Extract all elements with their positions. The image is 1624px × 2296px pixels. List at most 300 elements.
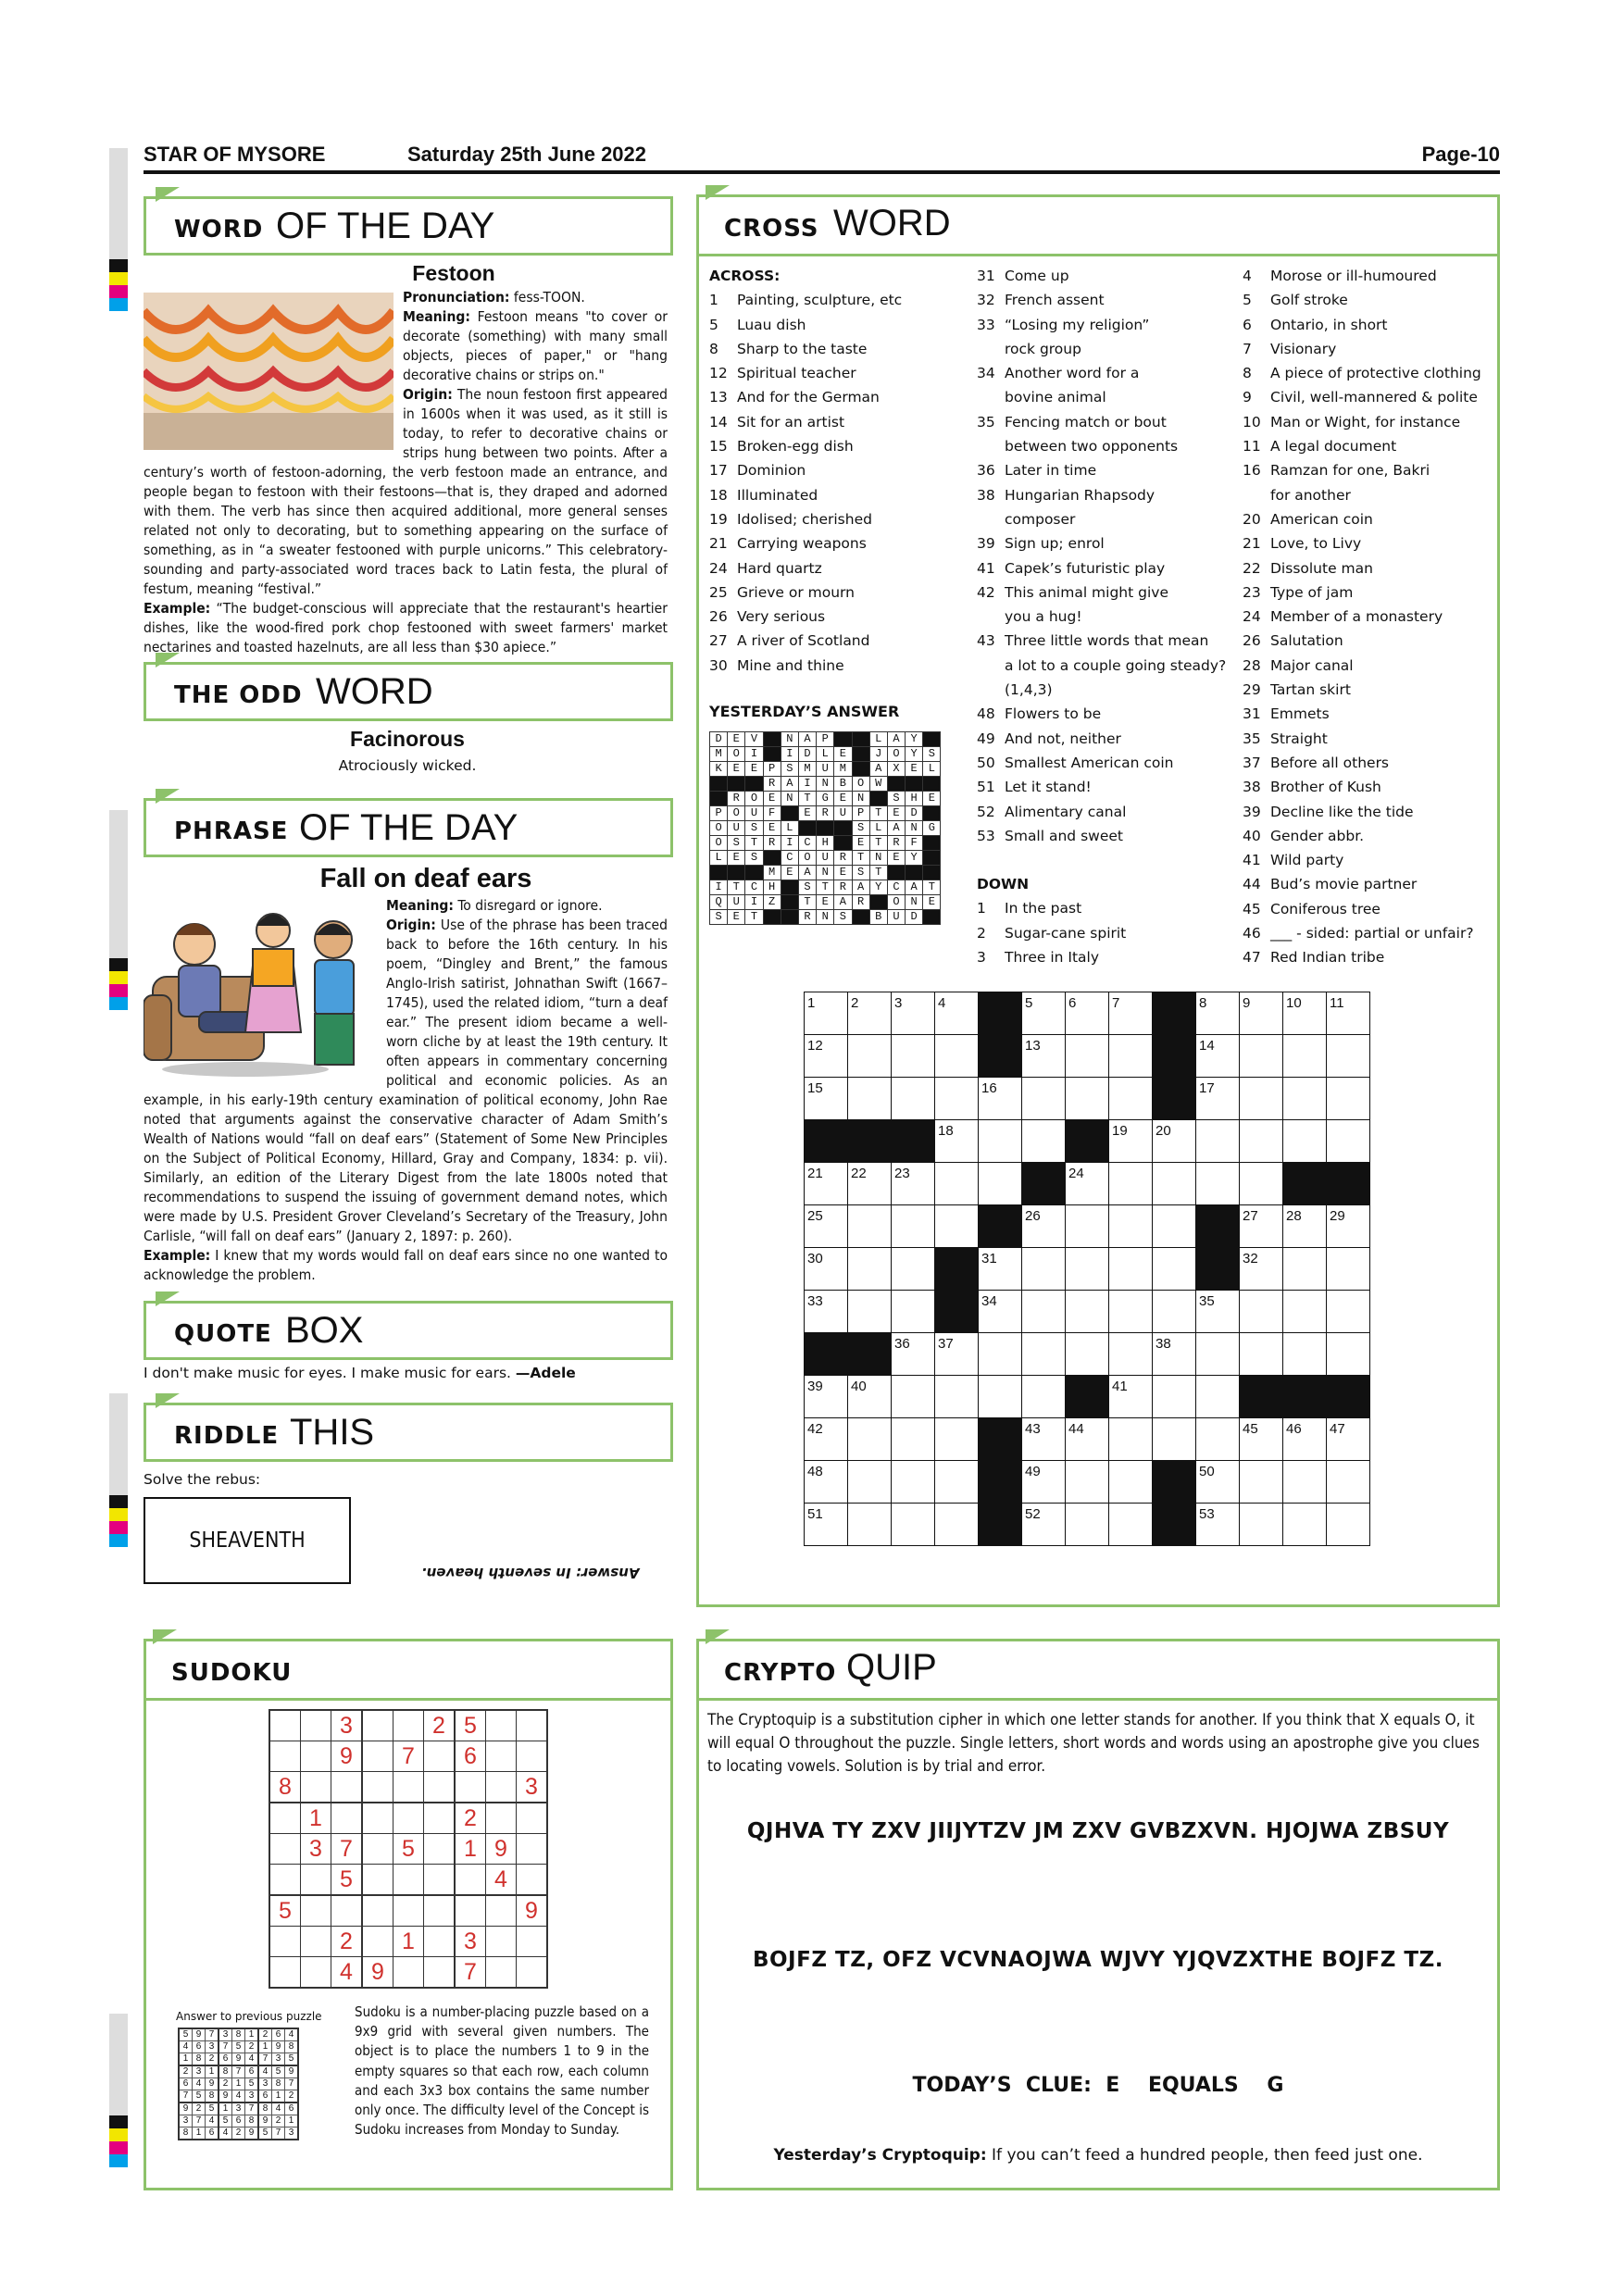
previous-answer-digit: 5 — [272, 2065, 285, 2078]
answer-letter: E — [728, 732, 745, 747]
sudoku-empty-cell[interactable] — [455, 1895, 486, 1927]
crossword-cell[interactable] — [1153, 1333, 1196, 1376]
crossword-cell[interactable] — [848, 1163, 892, 1205]
sudoku-empty-cell[interactable] — [301, 1865, 331, 1896]
sudoku-empty-cell[interactable] — [362, 1741, 394, 1772]
cell-number: 44 — [1068, 1421, 1084, 1437]
sudoku-empty-cell[interactable] — [301, 1957, 331, 1989]
answer-letter: O — [798, 851, 816, 866]
crossword-cell[interactable] — [1327, 1078, 1370, 1120]
answer-letter: P — [817, 732, 834, 747]
clue-number: 16 — [1243, 462, 1261, 480]
crossword-cell[interactable] — [1283, 1078, 1327, 1120]
answer-letter: A — [869, 762, 887, 777]
crossword-cell[interactable] — [1240, 1120, 1283, 1163]
crossword-cell[interactable] — [1327, 1291, 1370, 1333]
crossword-cell[interactable] — [1022, 1376, 1066, 1418]
sudoku-empty-cell[interactable] — [517, 1927, 548, 1957]
crossword-cell[interactable] — [1327, 1461, 1370, 1504]
crossword-cell[interactable] — [1109, 1120, 1153, 1163]
sudoku-empty-cell[interactable] — [517, 1834, 548, 1865]
print-margin-strip — [109, 2014, 128, 2167]
clue-text: Gender abbr. — [1270, 827, 1365, 844]
crossword-cell[interactable] — [1283, 1504, 1327, 1546]
crossword-cell[interactable] — [1109, 1291, 1153, 1333]
sudoku-empty-cell[interactable] — [301, 1741, 331, 1772]
crossword-cell[interactable] — [1240, 992, 1283, 1035]
sudoku-empty-cell[interactable] — [517, 1803, 548, 1834]
crossword-cell[interactable] — [1283, 1205, 1327, 1248]
crossword-cell[interactable] — [892, 1333, 935, 1376]
crossword-cell[interactable] — [1109, 1205, 1153, 1248]
clue-text: Three in Italy — [1005, 949, 1100, 967]
cell-number: 15 — [807, 1080, 823, 1096]
crossword-cell[interactable] — [1283, 1035, 1327, 1078]
sudoku-empty-cell[interactable] — [362, 1803, 394, 1834]
black-square — [1022, 1163, 1066, 1205]
sudoku-empty-cell[interactable] — [331, 1895, 363, 1927]
crossword-cell[interactable] — [1153, 1163, 1196, 1205]
cell-number: 34 — [981, 1293, 997, 1309]
sudoku-empty-cell[interactable] — [331, 1772, 363, 1803]
crossword-cell[interactable] — [1022, 1291, 1066, 1333]
example-label: Example: — [144, 1247, 211, 1264]
crossword-cell[interactable] — [1153, 1205, 1196, 1248]
crossword-cell[interactable] — [1022, 992, 1066, 1035]
sudoku-empty-cell[interactable] — [394, 1895, 424, 1927]
sudoku-empty-cell[interactable] — [486, 1957, 517, 1989]
sudoku-empty-cell[interactable] — [486, 1803, 517, 1834]
sudoku-empty-cell[interactable] — [331, 1803, 363, 1834]
clue — [977, 654, 1241, 678]
crossword-cell[interactable] — [1066, 1418, 1109, 1461]
sudoku-empty-cell[interactable] — [301, 1710, 331, 1741]
previous-answer-digit: 1 — [193, 2128, 206, 2140]
crossword-cell[interactable] — [1109, 992, 1153, 1035]
sudoku-empty-cell[interactable] — [486, 1772, 517, 1803]
crossword-cell[interactable] — [1153, 1120, 1196, 1163]
clue-number: 27 — [709, 632, 728, 650]
sudoku-empty-cell[interactable] — [362, 1772, 394, 1803]
sudoku-empty-cell[interactable] — [517, 1710, 548, 1741]
crossword-cell[interactable] — [1283, 1333, 1327, 1376]
sudoku-empty-cell[interactable] — [517, 1865, 548, 1896]
answer-letter: S — [852, 821, 869, 836]
crossword-cell[interactable] — [935, 1418, 979, 1461]
crossword-cell[interactable] — [1022, 1078, 1066, 1120]
crossword-cell[interactable] — [1066, 1163, 1109, 1205]
crossword-cell[interactable] — [1196, 1291, 1240, 1333]
previous-answer-digit: 7 — [179, 2090, 193, 2103]
sudoku-empty-cell[interactable] — [424, 1803, 456, 1834]
crossword-cell[interactable] — [1240, 1248, 1283, 1291]
crossword-cell[interactable] — [1240, 1291, 1283, 1333]
clue — [977, 896, 1241, 920]
answer-letter: L — [869, 821, 887, 836]
sudoku-empty-cell[interactable] — [486, 1895, 517, 1927]
crossword-cell[interactable] — [1327, 1035, 1370, 1078]
crossword-cell[interactable] — [935, 1205, 979, 1248]
crossword-cell[interactable] — [979, 1333, 1022, 1376]
sudoku-empty-cell[interactable] — [517, 1957, 548, 1989]
crossword-cell[interactable] — [892, 1291, 935, 1333]
clue-number: 46 — [1243, 925, 1261, 942]
crossword-cell[interactable] — [848, 1205, 892, 1248]
crossword-cell[interactable] — [1022, 1333, 1066, 1376]
crossword-cell[interactable] — [979, 1248, 1022, 1291]
crossword-cell[interactable] — [1153, 1291, 1196, 1333]
sudoku-empty-cell[interactable] — [269, 1865, 301, 1896]
answer-letter: A — [781, 777, 798, 792]
crossword-cell[interactable] — [1196, 1035, 1240, 1078]
crossword-cell[interactable] — [848, 1035, 892, 1078]
answer-letter: R — [763, 836, 781, 851]
crossword-cell[interactable] — [805, 1163, 848, 1205]
crossword-cell[interactable] — [1240, 1078, 1283, 1120]
crossword-cell[interactable] — [1109, 1461, 1153, 1504]
crossword-cell[interactable] — [1283, 1291, 1327, 1333]
sudoku-empty-cell[interactable] — [362, 1865, 394, 1896]
previous-answer-digit: 3 — [193, 2065, 206, 2078]
clue-number: 19 — [709, 510, 728, 528]
crossword-cell[interactable] — [1196, 1333, 1240, 1376]
clue-number: 1 — [977, 900, 986, 917]
sudoku-empty-cell[interactable] — [301, 1772, 331, 1803]
crossword-cell[interactable] — [1240, 1205, 1283, 1248]
clue — [709, 654, 959, 678]
crossword-cell[interactable] — [805, 992, 848, 1035]
crossword-cell[interactable] — [1153, 1248, 1196, 1291]
crossword-cell[interactable] — [1153, 1376, 1196, 1418]
crossword-cell[interactable] — [848, 1291, 892, 1333]
crossword-cell[interactable] — [979, 1376, 1022, 1418]
crossword-cell[interactable] — [848, 1078, 892, 1120]
sudoku-empty-cell[interactable] — [486, 1710, 517, 1741]
sudoku-empty-cell[interactable] — [424, 1772, 456, 1803]
crossword-cell[interactable] — [848, 1461, 892, 1504]
black-square — [1327, 1376, 1370, 1418]
crossword-cell[interactable] — [979, 1291, 1022, 1333]
answer-letter: L — [817, 747, 834, 762]
answer-letter: D — [798, 747, 816, 762]
sudoku-empty-cell[interactable] — [486, 1741, 517, 1772]
sudoku-grid[interactable] — [269, 1709, 548, 1989]
crossword-cell[interactable] — [1283, 992, 1327, 1035]
clue — [1243, 678, 1493, 702]
previous-answer-digit: 7 — [193, 2115, 206, 2128]
crossword-cell[interactable] — [1066, 1291, 1109, 1333]
crossword-cell[interactable] — [805, 1035, 848, 1078]
crossword-cell[interactable] — [805, 1376, 848, 1418]
sudoku-empty-cell[interactable] — [394, 1865, 424, 1896]
crossword-cell[interactable] — [892, 1163, 935, 1205]
crossword-cell[interactable] — [805, 1291, 848, 1333]
previous-answer-digit: 6 — [245, 2065, 259, 2078]
crossword-cell[interactable] — [1066, 1461, 1109, 1504]
answer-letter: E — [834, 792, 852, 806]
clue-text: Sugar-cane spirit — [1005, 924, 1127, 942]
clue-number: 52 — [977, 803, 995, 820]
sudoku-empty-cell[interactable] — [486, 1927, 517, 1957]
crossword-cell[interactable] — [1196, 1418, 1240, 1461]
crossword-cell[interactable] — [1240, 1461, 1283, 1504]
crossword-cell[interactable] — [1327, 1205, 1370, 1248]
answer-letter: T — [869, 806, 887, 821]
sudoku-empty-cell[interactable] — [269, 1741, 301, 1772]
sudoku-empty-cell[interactable] — [269, 1710, 301, 1741]
clue — [1243, 751, 1493, 775]
black-square — [817, 821, 834, 836]
previous-answer-label: Answer to previous puzzle — [176, 2010, 322, 2023]
crossword-cell[interactable] — [1022, 1120, 1066, 1163]
answer-letter: T — [817, 880, 834, 895]
sudoku-empty-cell[interactable] — [394, 1710, 424, 1741]
crossword-cell[interactable] — [935, 1504, 979, 1546]
sudoku-empty-cell[interactable] — [424, 1927, 456, 1957]
crossword-cell[interactable] — [805, 1418, 848, 1461]
sudoku-empty-cell[interactable] — [455, 1772, 486, 1803]
crossword-cell[interactable] — [1066, 1205, 1109, 1248]
sudoku-empty-cell[interactable] — [301, 1895, 331, 1927]
crossword-cell[interactable] — [1022, 1504, 1066, 1546]
clue-number: 15 — [709, 438, 728, 455]
previous-answer-digit: 6 — [232, 2115, 245, 2128]
sudoku-empty-cell[interactable] — [269, 1957, 301, 1989]
crossword-cell[interactable] — [1327, 1248, 1370, 1291]
crossword-cell[interactable] — [1066, 1035, 1109, 1078]
yesterday-answer-label: YESTERDAY’S ANSWER — [709, 703, 900, 720]
crossword-cell[interactable] — [848, 992, 892, 1035]
origin: The noun festoon first appeared in 1600s when it was used, as it still is today, to refer to decorative chains or strips hung between two points. After a century’s worth of festoon-adorning, the verb festoon made an entrance, and people began to festoon with their festoons—that is, they draped and adorned with them. The verb has since then acquired additional, more general senses related not only to decorating, but to something appearing on the surface of something, as in “a sweater festooned with purple unicorns.” This celebratory-sounding and party-associated word traces back to Latin festa, the plural of festum, meaning “festival.” — [144, 386, 668, 597]
crossword-cell[interactable] — [1196, 1078, 1240, 1120]
crossword-cell[interactable] — [892, 1248, 935, 1291]
crossword-cell[interactable] — [1022, 1248, 1066, 1291]
crossword-cell[interactable] — [1153, 1418, 1196, 1461]
crossword-cell[interactable] — [1283, 1418, 1327, 1461]
print-margin-strip — [109, 1393, 128, 1547]
answer-letter: E — [817, 895, 834, 910]
crossword-cell[interactable] — [892, 1205, 935, 1248]
answer-letter: K — [710, 762, 728, 777]
crossword-cell[interactable] — [848, 1248, 892, 1291]
crossword-cell[interactable] — [1066, 1504, 1109, 1546]
clue-text: Mine and thine — [737, 656, 844, 674]
crossword-cell[interactable] — [935, 992, 979, 1035]
crossword-cell[interactable] — [805, 1205, 848, 1248]
answer-letter: E — [745, 762, 763, 777]
sudoku-empty-cell[interactable] — [269, 1803, 301, 1834]
sudoku-empty-cell[interactable] — [362, 1927, 394, 1957]
sudoku-empty-cell[interactable] — [362, 1710, 394, 1741]
answer-letter: S — [781, 762, 798, 777]
cell-number: 10 — [1286, 995, 1302, 1011]
answer-letter: R — [834, 880, 852, 895]
crossword-cell[interactable] — [1327, 1504, 1370, 1546]
black-square — [869, 895, 887, 910]
yesterday-cryptoquip-text: If you can’t feed a hundred people, then feed just one. — [992, 2146, 1423, 2165]
black-square — [798, 821, 816, 836]
crossword-cell[interactable] — [935, 1078, 979, 1120]
sudoku-empty-cell[interactable] — [269, 1834, 301, 1865]
crossword-cell[interactable] — [848, 1418, 892, 1461]
crossword-cell[interactable] — [1066, 1248, 1109, 1291]
previous-answer-digit: 9 — [232, 2053, 245, 2066]
crossword-cell[interactable] — [805, 1461, 848, 1504]
crossword-cell[interactable] — [1109, 1418, 1153, 1461]
clue — [709, 580, 959, 605]
crossword-cell[interactable] — [1240, 1504, 1283, 1546]
black-square — [979, 992, 1022, 1035]
quote-author: —Adele — [515, 1365, 576, 1381]
answer-letter: I — [781, 747, 798, 762]
crossword-cell[interactable] — [892, 1418, 935, 1461]
crossword-cell[interactable] — [935, 1376, 979, 1418]
clue-text: Dissolute man — [1270, 559, 1373, 577]
answer-letter: I — [710, 880, 728, 895]
crossword-cell[interactable] — [1109, 1504, 1153, 1546]
crossword-cell[interactable] — [892, 1461, 935, 1504]
crossword-cell[interactable] — [848, 1504, 892, 1546]
crossword-cell[interactable] — [892, 1376, 935, 1418]
previous-answer-digit: 9 — [272, 2041, 285, 2053]
crossword-cell[interactable] — [1240, 1163, 1283, 1205]
clue — [1243, 848, 1493, 872]
crossword-cell[interactable] — [1066, 1078, 1109, 1120]
clue-number: 5 — [709, 316, 718, 333]
clue-text: rock group — [1005, 340, 1081, 357]
sudoku-empty-cell[interactable] — [362, 1834, 394, 1865]
crossword-cell[interactable] — [979, 1163, 1022, 1205]
previous-answer-digit: 2 — [272, 2115, 285, 2128]
clue-number: 31 — [1243, 705, 1261, 723]
crossword-cell[interactable] — [1196, 1504, 1240, 1546]
crossword-cell[interactable] — [1109, 1376, 1153, 1418]
crossword-cell[interactable] — [1196, 992, 1240, 1035]
sudoku-empty-cell[interactable] — [424, 1895, 456, 1927]
crossword-cell[interactable] — [805, 1248, 848, 1291]
clue — [1243, 483, 1493, 507]
crossword-cell[interactable] — [805, 1078, 848, 1120]
meaning: Festoon means "to cover or decorate (something) with many small objects, pieces of paper," or "hang decorative chains or strips on." — [403, 308, 668, 383]
sudoku-given: 2 — [424, 1710, 456, 1741]
clue — [1243, 580, 1493, 605]
sudoku-given: 5 — [394, 1834, 424, 1865]
sudoku-empty-cell[interactable] — [269, 1927, 301, 1957]
crossword-cell[interactable] — [1109, 1035, 1153, 1078]
cell-number: 40 — [851, 1379, 867, 1394]
crossword-cell[interactable] — [1109, 1078, 1153, 1120]
crossword-cell[interactable] — [1283, 1461, 1327, 1504]
clue — [977, 945, 1241, 969]
crossword-cell[interactable] — [1196, 1120, 1240, 1163]
previous-answer-digit: 2 — [193, 2103, 206, 2115]
crossword-cell[interactable] — [892, 1504, 935, 1546]
sudoku-empty-cell[interactable] — [424, 1834, 456, 1865]
crossword-cell[interactable] — [1109, 1163, 1153, 1205]
answer-letter: H — [906, 792, 923, 806]
crossword-cell[interactable] — [1327, 1418, 1370, 1461]
previous-answer-digit: 8 — [232, 2028, 245, 2041]
crossword-cell[interactable] — [848, 1376, 892, 1418]
crossword-cell[interactable] — [892, 1035, 935, 1078]
crossword-cell[interactable] — [935, 1461, 979, 1504]
previous-answer-digit: 8 — [258, 2103, 272, 2115]
crossword-cell[interactable] — [1196, 1163, 1240, 1205]
sudoku-empty-cell[interactable] — [424, 1957, 456, 1989]
crossword-cell[interactable] — [1066, 992, 1109, 1035]
sudoku-empty-cell[interactable] — [424, 1865, 456, 1896]
crossword-cell[interactable] — [1283, 1248, 1327, 1291]
sudoku-empty-cell[interactable] — [424, 1741, 456, 1772]
clue-text: Very serious — [737, 608, 826, 626]
crossword-cell[interactable] — [1022, 1035, 1066, 1078]
clue-number: 38 — [977, 486, 995, 504]
crossword-cell[interactable] — [1240, 1333, 1283, 1376]
sudoku-empty-cell[interactable] — [394, 1772, 424, 1803]
crossword-cell[interactable] — [1283, 1120, 1327, 1163]
black-square — [1196, 1248, 1240, 1291]
crossword-cell[interactable] — [1240, 1035, 1283, 1078]
crossword-cell[interactable] — [1327, 1333, 1370, 1376]
crossword-cell[interactable] — [935, 1120, 979, 1163]
crossword-cell[interactable] — [935, 1035, 979, 1078]
crossword-cell[interactable] — [892, 1078, 935, 1120]
crossword-cell[interactable] — [1327, 992, 1370, 1035]
crossword-cell[interactable] — [1196, 1376, 1240, 1418]
page-number: Page-10 — [1421, 143, 1500, 166]
black-square — [728, 866, 745, 880]
sudoku-empty-cell[interactable] — [301, 1927, 331, 1957]
meaning-label: Meaning: — [386, 897, 454, 914]
cryptoquip-clue: TODAY’S CLUE: E EQUALS G — [912, 2074, 1284, 2097]
crossword-cell[interactable] — [1109, 1248, 1153, 1291]
clue-text: Three little words that mean — [1005, 632, 1209, 650]
origin: Use of the phrase has been traced back to before the 16th century. In his poem, “Dingley and Brent,” the famous Anglo-Irish satirist, Johnathan Swift (1667–1745), used the related idiom, “turn a deaf ear.” The present idiom became a well-worn cliche by at least the 19th century. It often appears in commentary concerning political and economic policies. As an example, in his early-19th century examination of political economy, John Rae noted that arguments against the conservative character of Adam Smith’s Wealth of Nations would “fall on deaf ears” (Statement of Some New Principles on the Subject of Political Economy, Hillard, Gray and Company, 1834: p. vii). Similarly, an edition of the Literary Digest from the late 1800s noted that recommendations to suspend the issuing of government demand notes, which were made by U.S. President Grover Cleveland’s Secretary of the Treasury, John Carlisle, “will fall on deaf ears” (January 2, 1897: p. 260). — [144, 917, 668, 1244]
title-big: WORD — [833, 203, 951, 243]
crossword-cell[interactable] — [1066, 1333, 1109, 1376]
riddle-answer-upside-down: Answer: In seventh heaven. — [421, 1565, 640, 1581]
cell-number: 48 — [807, 1464, 823, 1479]
crossword-cell[interactable] — [1109, 1333, 1153, 1376]
clue-number: 39 — [1243, 803, 1261, 820]
previous-answer-digit: 1 — [245, 2028, 259, 2041]
previous-answer-digit: 8 — [179, 2128, 193, 2140]
crossword-cell[interactable] — [1327, 1120, 1370, 1163]
sudoku-empty-cell[interactable] — [394, 1803, 424, 1834]
black-square — [710, 866, 728, 880]
sudoku-empty-cell[interactable] — [394, 1957, 424, 1989]
cell-number: 7 — [1112, 995, 1120, 1011]
sudoku-empty-cell[interactable] — [517, 1741, 548, 1772]
clue-number: 29 — [1243, 681, 1261, 699]
sudoku-empty-cell[interactable] — [455, 1865, 486, 1896]
crossword-cell[interactable] — [805, 1504, 848, 1546]
crossword-cell[interactable] — [935, 1163, 979, 1205]
answer-letter: T — [923, 880, 941, 895]
crossword-cell[interactable] — [979, 1078, 1022, 1120]
answer-letter: O — [887, 895, 905, 910]
crossword-cell[interactable] — [1240, 1418, 1283, 1461]
crossword-cell[interactable] — [935, 1333, 979, 1376]
crossword-grid[interactable] — [804, 992, 1370, 1546]
crossword-cell[interactable] — [1022, 1205, 1066, 1248]
crossword-cell[interactable] — [979, 1120, 1022, 1163]
crossword-cell[interactable] — [1022, 1418, 1066, 1461]
crossword-cell[interactable] — [1196, 1461, 1240, 1504]
crossword-cell[interactable] — [1022, 1461, 1066, 1504]
crossword-cell[interactable] — [892, 992, 935, 1035]
sudoku-empty-cell[interactable] — [362, 1895, 394, 1927]
